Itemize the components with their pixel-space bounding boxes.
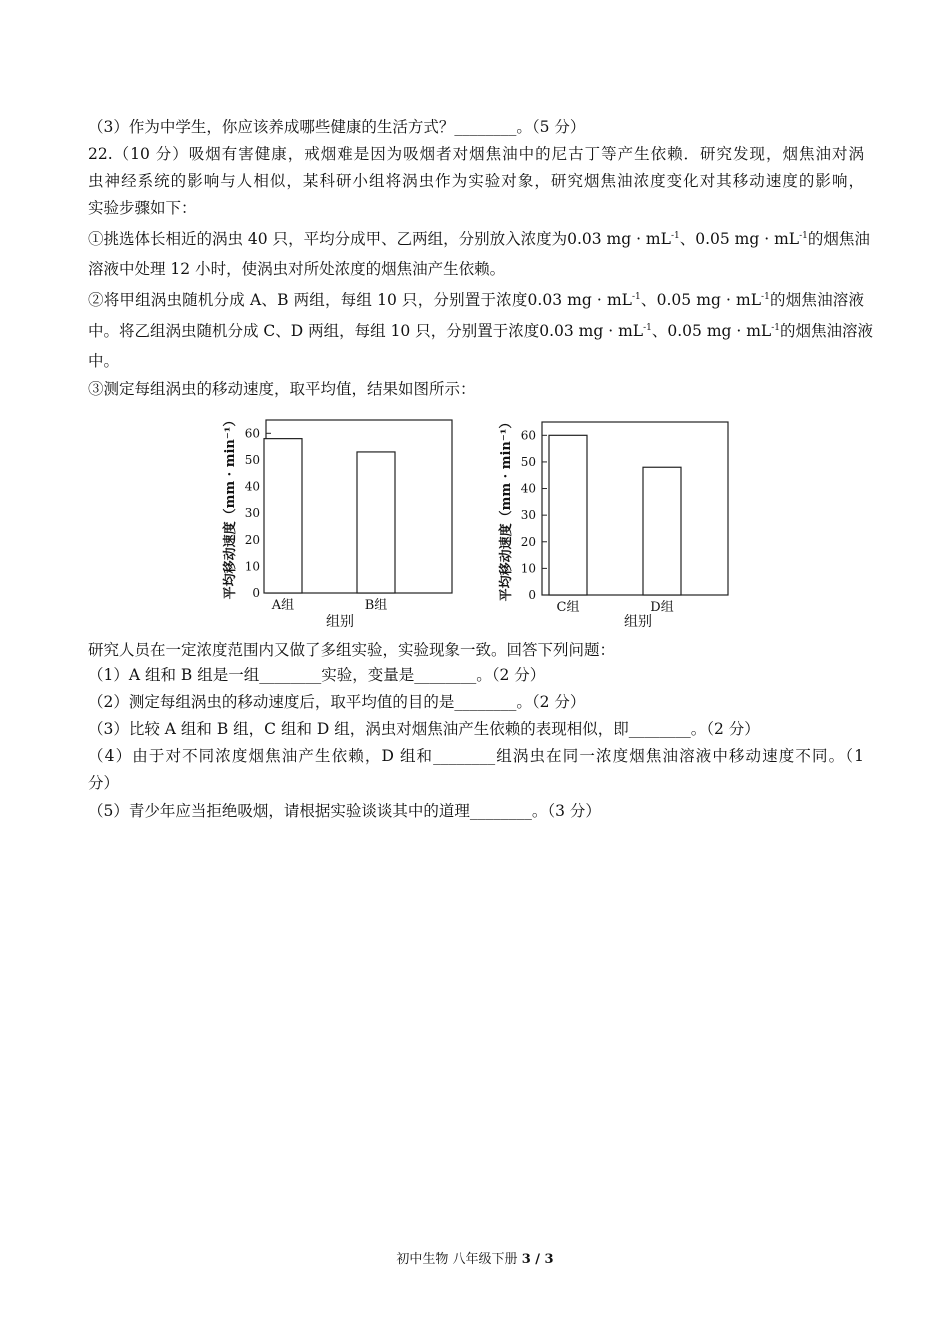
y-tick-label: 20 — [520, 534, 536, 549]
unit-exponent: -1 — [670, 231, 680, 241]
y-axis-label — [222, 414, 238, 600]
concentration-2: 0.05 mg · mL — [667, 322, 772, 340]
y-tick-label: 60 — [244, 426, 260, 441]
y-tick-label: 10 — [244, 559, 260, 574]
y-tick-label: 0 — [252, 586, 260, 600]
step2-text-end: 的烟焦油溶液 — [769, 291, 864, 309]
q22-intro-line3: 实验步骤如下： — [88, 199, 197, 217]
y-tick-label: 40 — [520, 481, 536, 496]
q21-sub3: （3）作为中学生，你应该养成哪些健康的生活方式？________。（5 分） — [88, 118, 586, 136]
separator: 、 — [640, 291, 657, 309]
q22-after-chart: 研究人员在一定浓度范围内又做了多组实验，实验现象一致。回答下列问题： — [88, 641, 616, 659]
unit-exponent: -1 — [643, 323, 652, 333]
y-tick-label: 60 — [520, 428, 536, 443]
x-tick-label: B组 — [364, 598, 388, 613]
page-number: 3 / 3 — [521, 1252, 554, 1267]
unit-exponent: -1 — [631, 292, 641, 302]
step1-text-end: 的烟焦油 — [807, 230, 870, 248]
y-tick-label: 50 — [520, 454, 536, 469]
unit-exponent: -1 — [761, 292, 770, 302]
q22-step2-line2 — [88, 320, 874, 342]
concentration-1: 0.03 mg · mL — [567, 230, 671, 248]
y-axis-label — [498, 416, 514, 602]
unit-exponent: -1 — [799, 231, 808, 241]
page-footer — [0, 1248, 950, 1267]
step2-text: ②将甲组涡虫随机分成 A、B 两组，每组 10 只，分别置于浓度 — [88, 291, 528, 309]
q22-step2-line3: 中。 — [88, 352, 120, 370]
footer-text: 初中生物 八年级下册 — [396, 1252, 522, 1267]
x-axis-label: 组别 — [624, 614, 652, 630]
y-tick-label: 30 — [520, 508, 536, 523]
concentration-2: 0.05 mg · mL — [695, 230, 800, 248]
bar-C组 — [549, 435, 587, 595]
y-axis-label-text: 平均移动速度（mm · min⁻¹） — [223, 413, 238, 600]
q22-sub2: （2）测定每组涡虫的移动速度后，取平均值的目的是________。（2 分） — [88, 693, 586, 711]
step2-text: 中。将乙组涡虫随机分成 C、D 两组，每组 10 只，分别置于浓度 — [88, 322, 540, 340]
x-axis-label: 组别 — [326, 614, 354, 630]
q22-sub4-line2: 分） — [88, 774, 120, 792]
concentration-2: 0.05 mg · mL — [656, 291, 762, 309]
q22-intro-line2: 虫神经系统的影响与人相似，某科研小组将涡虫作为实验对象，研究烟焦油浓度变化对其移动速度的影响， — [88, 172, 864, 190]
y-tick-label: 0 — [528, 588, 536, 602]
separator: 、 — [679, 230, 696, 248]
q22-step1-line2: 溶液中处理 12 小时，使涡虫对所处浓度的烟焦油产生依赖。 — [88, 260, 506, 278]
x-tick-label: D组 — [650, 600, 674, 615]
q22-step2-line1 — [88, 289, 864, 311]
separator: 、 — [651, 322, 668, 340]
y-tick-label: 20 — [244, 532, 260, 547]
step2-text-end: 的烟焦油溶液 — [780, 322, 874, 340]
x-tick-label: A组 — [271, 598, 295, 613]
bar-chart-cd — [490, 404, 740, 636]
q22-sub1: （1）A 组和 B 组是一组________实验，变量是________。（2 分） — [88, 666, 546, 684]
q22-step3: ③测定每组涡虫的移动速度，取平均值，结果如图所示： — [88, 380, 476, 398]
y-tick-label: 30 — [244, 506, 260, 521]
y-tick-label: 10 — [520, 561, 536, 576]
q22-sub4-line1: （4）由于对不同浓度烟焦油产生依赖，D 组和________组涡虫在同一浓度烟焦油溶液中移动速度不同。（1 — [88, 747, 864, 765]
q22-intro-line1: 22.（10 分）吸烟有害健康，戒烟难是因为吸烟者对烟焦油中的尼古丁等产生依赖．研究发现，烟焦油对涡 — [88, 145, 864, 163]
y-tick-label: 40 — [244, 479, 260, 494]
bar-D组 — [643, 467, 681, 595]
q22-step1-line1 — [88, 228, 870, 250]
q22-sub3: （3）比较 A 组和 B 组，C 组和 D 组，涡虫对烟焦油产生依赖的表现相似，即________。（2 分） — [88, 720, 760, 738]
concentration-1: 0.03 mg · mL — [539, 322, 644, 340]
q22-sub5: （5）青少年应当拒绝吸烟，请根据实验谈谈其中的道理________。（3 分） — [88, 802, 601, 820]
unit-exponent: -1 — [771, 323, 780, 333]
bar-A组 — [264, 439, 302, 593]
step1-text: ①挑选体长相近的涡虫 40 只，平均分成甲、乙两组，分别放入浓度为 — [88, 230, 568, 248]
y-tick-label: 50 — [244, 452, 260, 467]
bar-chart-ab — [212, 402, 462, 634]
y-axis-label-text: 平均移动速度（mm · min⁻¹） — [499, 415, 514, 602]
bar-B组 — [357, 452, 395, 593]
x-tick-label: C组 — [556, 600, 580, 615]
concentration-1: 0.03 mg · mL — [527, 291, 632, 309]
